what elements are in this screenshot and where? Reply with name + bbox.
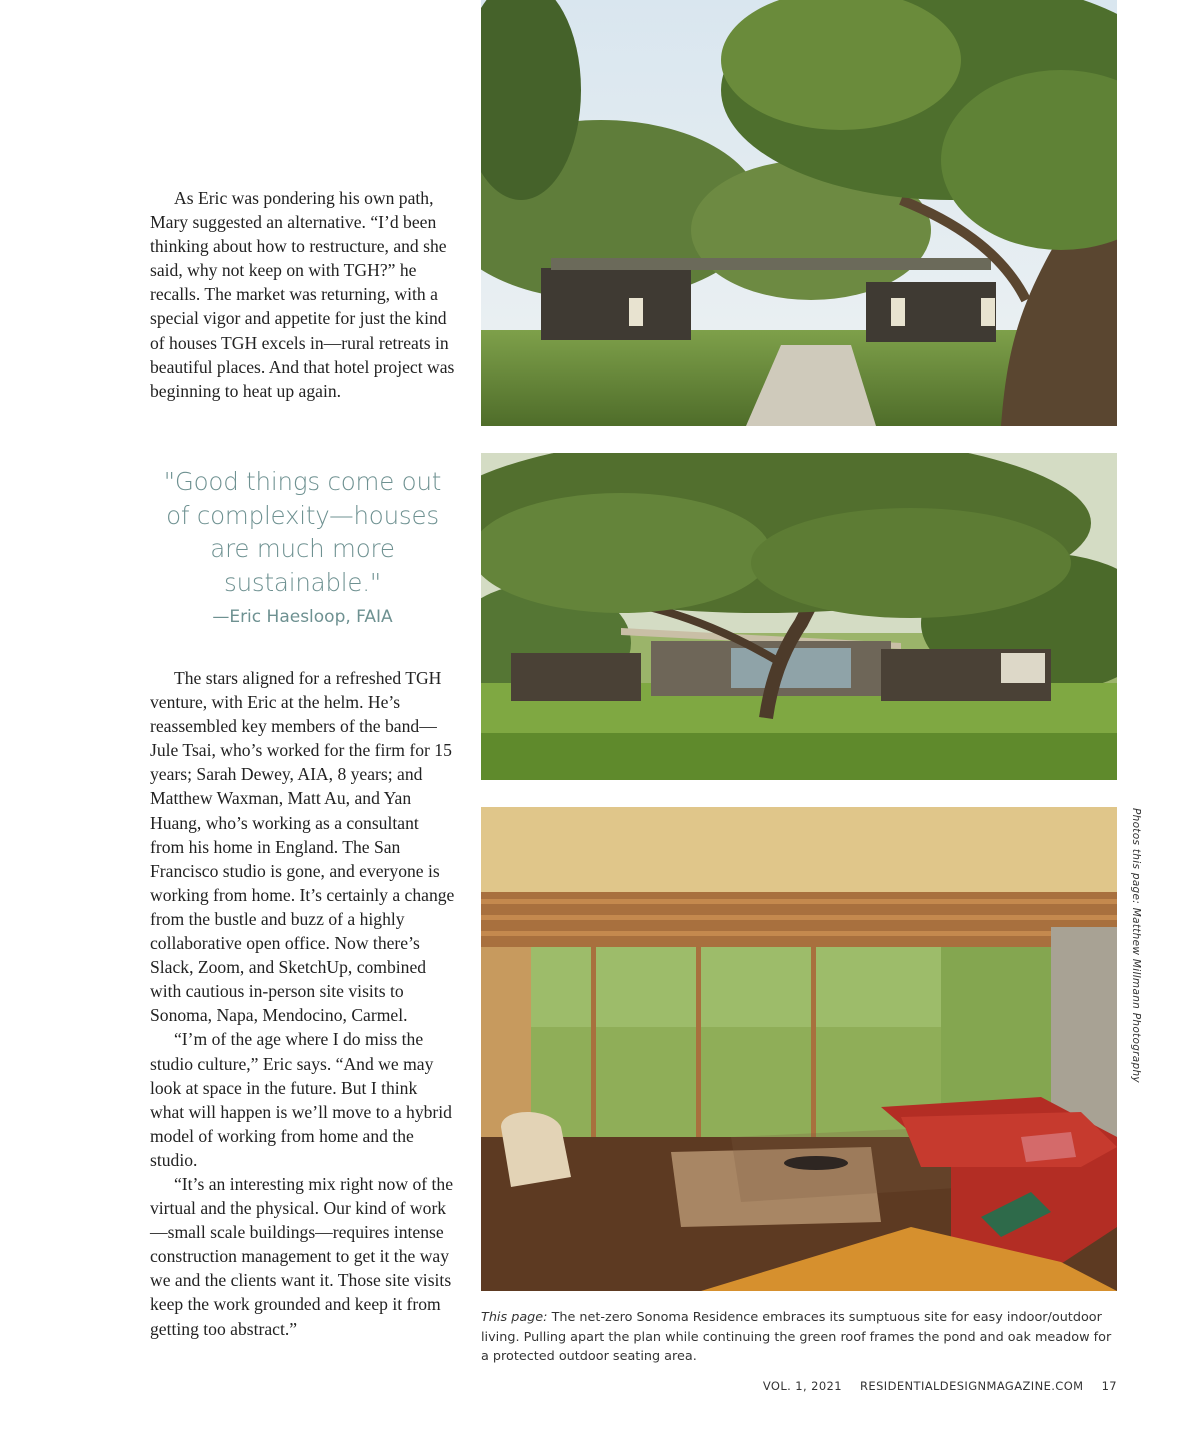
- pull-quote-attribution: —Eric Haesloop, FAIA: [212, 607, 393, 627]
- body-paragraph: As Eric was pondering his own path, Mary suggested an alternative. “I’d been thinking about how to restructure, and she said, why not keep on with TGH?” he recalls. The market was returning, with a special vigor and appetite for just the kind of houses TGH excels in—rural retreats in beautiful places. And that hotel project was beginning to heat up again.: [150, 188, 455, 401]
- footer-website: RESIDENTIALDESIGNMAGAZINE.COM: [860, 1379, 1084, 1393]
- pull-quote-text: "Good things come out of complexity—houses are much more sustainable.": [163, 467, 442, 597]
- photo-caption: [481, 1308, 1121, 1367]
- article-column-bottom: [150, 666, 455, 1341]
- photo-credit: Photos this page: Matthew Millmann Photography: [1130, 808, 1142, 1083]
- article-column-top: [150, 186, 455, 403]
- caption-text: The net-zero Sonoma Residence embraces its sumptuous site for easy indoor/outdoor living. Pulling apart the plan while continuing the green roof frames the pond and oak meadow for a protected outdoor seating area.: [481, 1310, 1112, 1364]
- photo-exterior-entry: [481, 0, 1117, 426]
- body-paragraph: “It’s an interesting mix right now of the virtual and the physical. Our kind of work—small scale buildings—requires intense construction management to get it the way we and the clients want it. Those site visits keep the work grounded and keep it from getting too abstract.”: [150, 1173, 453, 1339]
- footer-volume: VOL. 1, 2021: [762, 1379, 842, 1393]
- body-paragraph: “I’m of the age where I do miss the studio culture,” Eric says. “And we may look at space in the future. But I think what will happen is we’ll move to a hybrid model of working from home and the studio.: [150, 1029, 452, 1170]
- photo-interior-living: [481, 807, 1117, 1291]
- page-footer: [763, 1379, 1117, 1393]
- photo-exterior-meadow: [481, 453, 1117, 780]
- body-paragraph: The stars aligned for a refreshed TGH venture, with Eric at the helm. He’s reassembled key members of the band—Jule Tsai, who’s worked for the firm for 15 years; Sarah Dewey, AIA, 8 years; and Matthew Waxman, Matt Au, and Yan Huang, who’s working as a consultant from his home in England. The San Francisco studio is gone, and everyone is working from home. It’s certainly a change from the bustle and buzz of a highly collaborative open office. Now there’s Slack, Zoom, and SketchUp, combined with cautious in-person site visits to Sonoma, Napa, Mendocino, Carmel.: [150, 668, 455, 1026]
- page-number: 17: [1101, 1379, 1117, 1393]
- pull-quote: [150, 465, 455, 627]
- caption-lead: This page:: [481, 1310, 548, 1325]
